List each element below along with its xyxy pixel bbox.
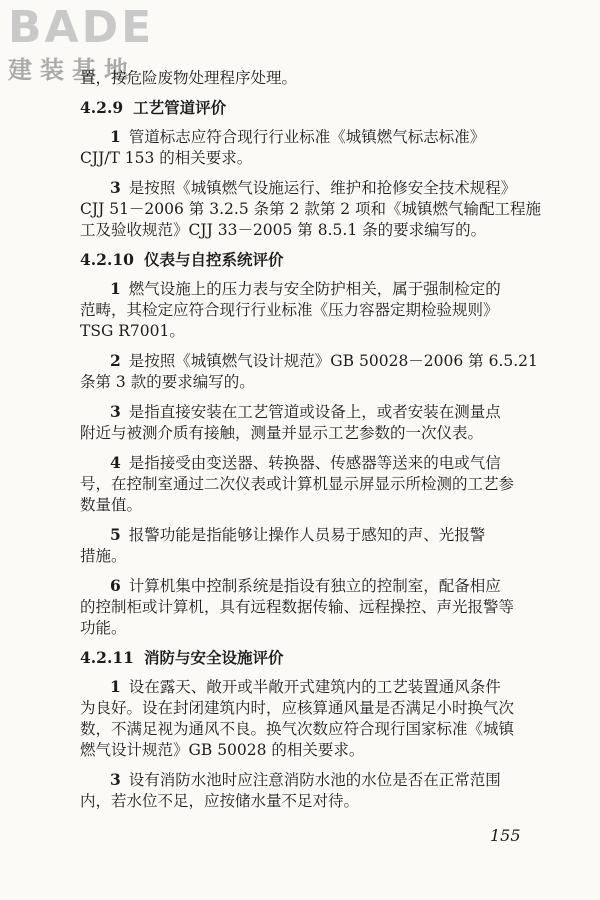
paragraph xyxy=(80,524,552,567)
item-number: 1 xyxy=(110,279,121,298)
paragraph xyxy=(80,177,552,241)
paragraph-line: 是指直接安装在工艺管道或设备上，或者安装在测量点 xyxy=(128,403,501,421)
section-title: 工艺管道评价 xyxy=(133,98,227,117)
paragraph-line: 范畴，其检定应符合现行行业标准《压力容器定期检验规则》 xyxy=(80,301,499,319)
paragraph-line: 号，在控制室通过二次仪表或计算机显示屏显示所检测的工艺参 xyxy=(80,475,515,493)
paragraph-line: 条第 3 款的要求编写的。 xyxy=(80,373,255,391)
item-number: 5 xyxy=(110,525,121,544)
watermark-sub-text: 建装基地 xyxy=(8,56,136,84)
item-number: 1 xyxy=(110,127,121,146)
section-number: 4.2.9 xyxy=(80,98,124,117)
paragraph-line: 功能。 xyxy=(80,619,127,637)
paragraph-line: 管道标志应符合现行行业标准《城镇燃气标志标准》 xyxy=(128,128,486,146)
section-heading-4-2-10 xyxy=(80,249,552,270)
paragraph-line: 燃气设施上的压力表与安全防护相关，属于强制检定的 xyxy=(128,280,501,298)
paragraph xyxy=(80,126,552,169)
section-title: 仪表与自控系统评价 xyxy=(143,250,284,269)
paragraph xyxy=(80,575,552,639)
item-number: 1 xyxy=(110,677,121,696)
page-number: 155 xyxy=(490,826,521,845)
paragraph xyxy=(80,676,552,761)
paragraph-line: CJJ 51－2006 第 3.2.5 条第 2 款第 2 项和《城镇燃气输配工程施 xyxy=(80,200,542,218)
paragraph-line: 附近与被测介质有接触，测量并显示工艺参数的一次仪表。 xyxy=(80,424,484,442)
paragraph-line: 燃气设计规范》GB 50028 的相关要求。 xyxy=(80,741,365,759)
paragraph-line: 措施。 xyxy=(80,547,127,565)
paragraph-line: 是按照《城镇燃气设计规范》GB 50028－2006 第 6.5.21 xyxy=(128,352,538,370)
paragraph xyxy=(80,452,552,516)
paragraph-line: CJJ/T 153 的相关要求。 xyxy=(80,149,253,167)
paragraph-line: 数，不满足视为通风不良。换气次数应符合现行国家标准《城镇 xyxy=(80,720,515,738)
section-heading-4-2-9 xyxy=(80,97,552,118)
section-title: 消防与安全设施评价 xyxy=(143,648,284,667)
item-number: 3 xyxy=(110,178,121,197)
section-number: 4.2.10 xyxy=(80,250,134,269)
paragraph-line: 是指接受由变送器、转换器、传感器等送来的电或气信 xyxy=(128,454,501,472)
paragraph-line: 内，若水位不足，应按储水量不足对待。 xyxy=(80,792,360,810)
paragraph-line: 设有消防水池时应注意消防水池的水位是否在正常范围 xyxy=(128,771,501,789)
item-number: 6 xyxy=(110,576,121,595)
document-page xyxy=(80,68,552,812)
paragraph xyxy=(80,278,552,342)
section-number: 4.2.11 xyxy=(80,648,134,667)
item-number: 3 xyxy=(110,402,121,421)
paragraph-line: 设在露天、敞开或半敞开式建筑内的工艺装置通风条件 xyxy=(128,678,501,696)
item-number: 4 xyxy=(110,453,121,472)
continuation-line: 置，按危险废物处理程序处理。 xyxy=(80,69,298,87)
paragraph-line: 报警功能是指能够让操作人员易于感知的声、光报警 xyxy=(128,526,486,544)
paragraph xyxy=(80,350,552,393)
paragraph-line: 为良好。设在封闭建筑内时，应核算通风量是否满足小时换气次 xyxy=(80,699,515,717)
item-number: 3 xyxy=(110,770,121,789)
section-heading-4-2-11 xyxy=(80,647,552,668)
paragraph-line: 计算机集中控制系统是指设有独立的控制室，配备相应 xyxy=(128,577,501,595)
item-number: 2 xyxy=(110,351,121,370)
paragraph xyxy=(80,401,552,444)
paragraph-line: 的控制柜或计算机，具有远程数据传输、远程操控、声光报警等 xyxy=(80,598,515,616)
watermark-logo-text: BADE xyxy=(8,2,155,53)
paragraph-line: 数量值。 xyxy=(80,496,143,514)
paragraph xyxy=(80,769,552,812)
paragraph-line: 工及验收规范》CJJ 33－2005 第 8.5.1 条的要求编写的。 xyxy=(80,221,487,239)
paragraph-line: 是按照《城镇燃气设施运行、维护和抢修安全技术规程》 xyxy=(128,179,517,197)
paragraph-line: TSG R7001。 xyxy=(80,322,185,340)
